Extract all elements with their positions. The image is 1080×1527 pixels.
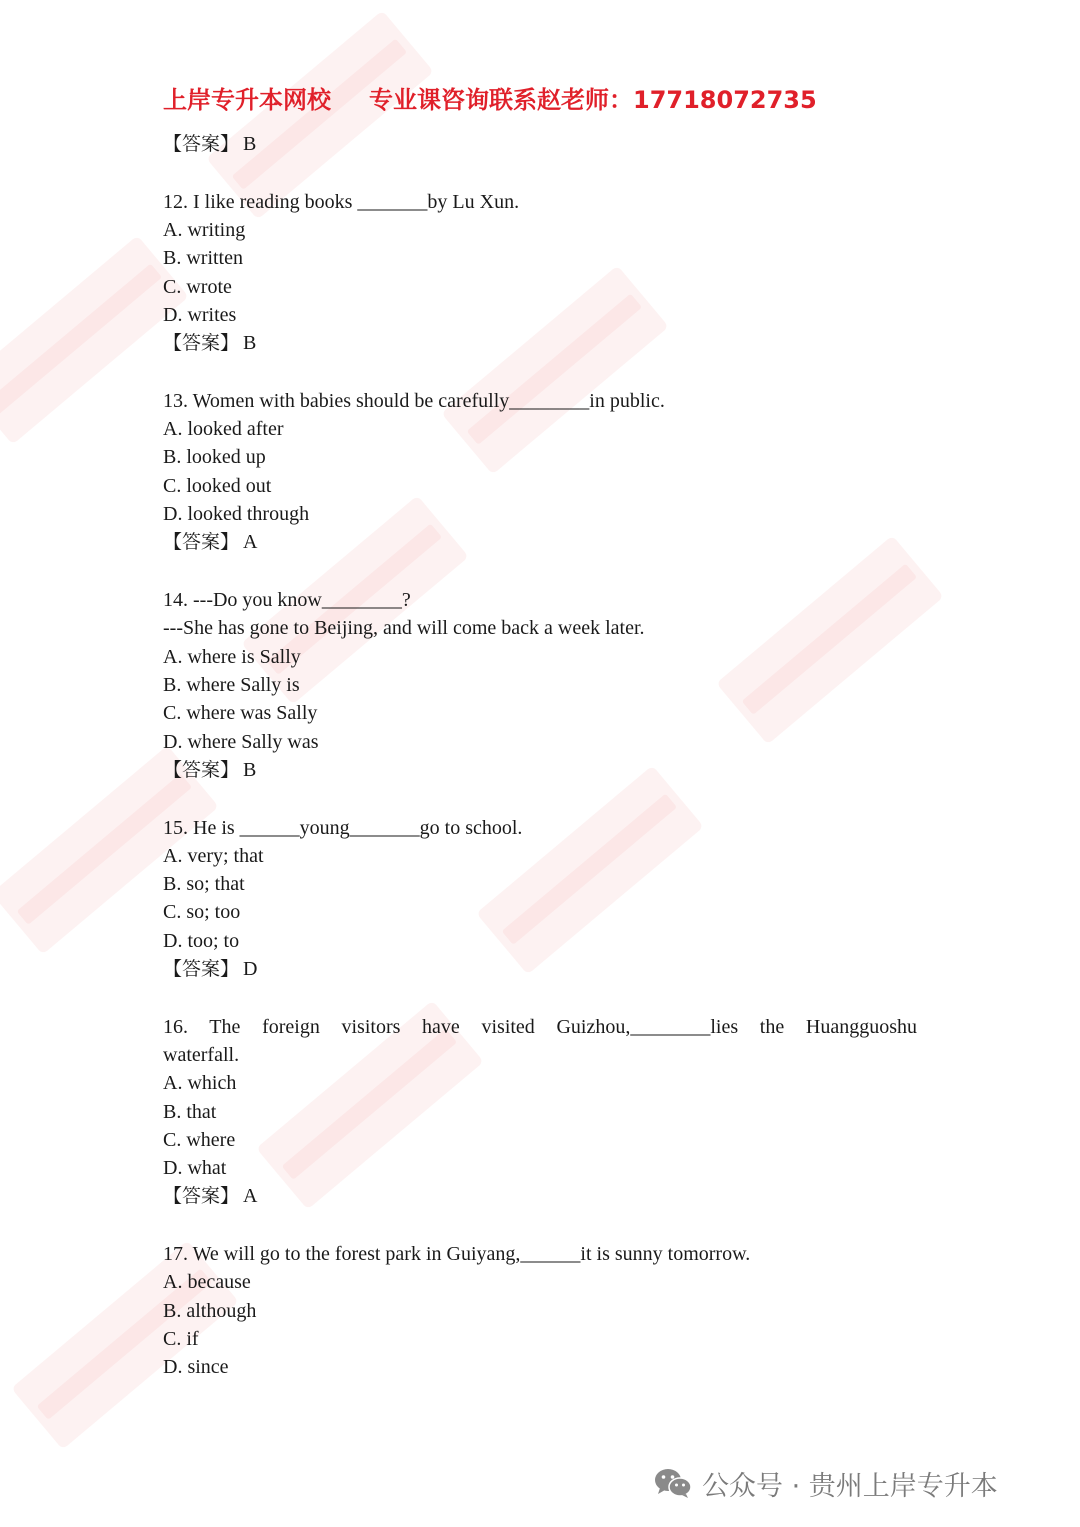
- question-stem: 13. Women with babies should be carefully________in public.: [163, 389, 665, 412]
- option-d: D. since: [163, 1356, 229, 1379]
- question-stem-continued: ---She has gone to Beijing, and will come back a week later.: [163, 617, 645, 640]
- answer-value: A: [243, 531, 258, 554]
- option-c: C. where: [163, 1128, 236, 1151]
- option-c: C. where was Sally: [163, 702, 318, 725]
- option-d: D. writes: [163, 303, 237, 326]
- answer-line: [163, 329, 917, 357]
- option-c: C. so; too: [163, 901, 241, 924]
- footer-attribution: [654, 1463, 998, 1503]
- answer-value: D: [243, 957, 258, 980]
- school-name: 上岸专升本网校: [163, 86, 331, 114]
- option-b: B. where Sally is: [163, 673, 300, 696]
- option-b: B. although: [163, 1299, 257, 1322]
- question-14: [163, 586, 917, 784]
- answer-label: 【答案】: [163, 1185, 240, 1208]
- wechat-icon: [654, 1467, 692, 1499]
- question-stem: 14. ---Do you know________?: [163, 589, 411, 612]
- answer-line: [163, 130, 917, 158]
- question-stem-continued: waterfall.: [163, 1043, 240, 1066]
- answer-value: B: [243, 332, 257, 355]
- option-b: B. written: [163, 247, 243, 270]
- answer-label: 【答案】: [163, 758, 240, 781]
- question-15: [163, 814, 917, 984]
- document-body: [163, 130, 917, 1382]
- answer-line: [163, 756, 917, 784]
- answer-label: 【答案】: [163, 957, 240, 980]
- question-stem: 15. He is ______young_______go to school.: [163, 816, 523, 839]
- answer-line: [163, 955, 917, 983]
- option-a: A. looked after: [163, 418, 284, 441]
- question-stem: 16. The foreign visitors have visited Guizhou,________lies the Huangguoshu: [163, 1015, 917, 1038]
- option-c: C. looked out: [163, 474, 272, 497]
- question-stem: 12. I like reading books _______by Lu Xun.: [163, 190, 520, 213]
- option-d: D. too; to: [163, 929, 240, 952]
- option-c: C. if: [163, 1328, 199, 1351]
- answer-line: [163, 1182, 917, 1210]
- option-d: D. looked through: [163, 503, 310, 526]
- option-d: D. where Sally was: [163, 730, 319, 753]
- answer-line: [163, 528, 917, 556]
- watermark: [0, 235, 189, 444]
- question-stem: 17. We will go to the forest park in Guiyang,______it is sunny tomorrow.: [163, 1243, 751, 1266]
- option-b: B. looked up: [163, 446, 266, 469]
- question-12: [163, 188, 917, 358]
- answer-value: A: [243, 1185, 258, 1208]
- footer-text: 公众号 · 贵州上岸专升本: [702, 1470, 998, 1502]
- answer-value: B: [243, 758, 257, 781]
- answer-label: 【答案】: [163, 531, 240, 554]
- option-a: A. because: [163, 1271, 251, 1294]
- answer-label: 【答案】: [163, 332, 240, 355]
- question-13: [163, 387, 917, 557]
- contact-info: 专业课咨询联系赵老师：17718072735: [369, 86, 817, 114]
- option-c: C. wrote: [163, 275, 232, 298]
- option-b: B. so; that: [163, 873, 245, 896]
- option-b: B. that: [163, 1100, 217, 1123]
- page-header: [163, 80, 817, 115]
- question-17: [163, 1240, 917, 1381]
- option-a: A. very; that: [163, 844, 264, 867]
- option-d: D. what: [163, 1157, 227, 1180]
- question-16: [163, 1013, 917, 1211]
- option-a: A. writing: [163, 218, 246, 241]
- option-a: A. where is Sally: [163, 645, 301, 668]
- answer-value: B: [243, 133, 257, 155]
- answer-label: 【答案】: [163, 133, 240, 155]
- option-a: A. which: [163, 1072, 237, 1095]
